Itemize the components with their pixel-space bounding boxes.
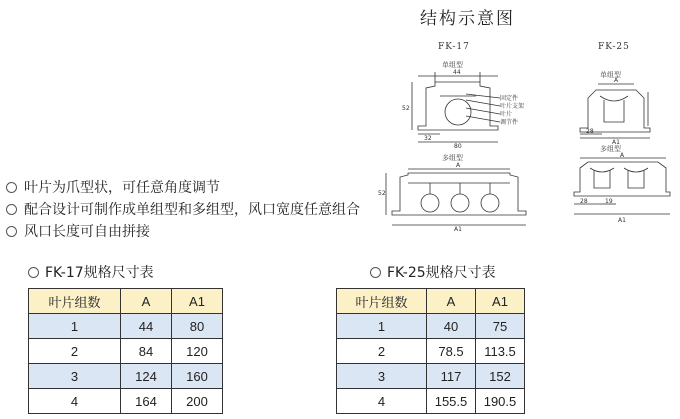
fk17-label: FK-17 (438, 42, 470, 52)
fk17-callout-1: 固定件 (500, 95, 519, 102)
fk17-callout-3: 叶片 (500, 111, 513, 118)
table-cell: 1 (29, 314, 121, 339)
fk17-dim-left: 32 (424, 135, 432, 142)
table-cell: 75 (476, 314, 525, 339)
fk25-multi-dim-mid: 19 (605, 198, 613, 205)
fk17-multi-dim-bottom: A1 (454, 226, 462, 233)
table-cell: 4 (337, 389, 427, 414)
table-cell: 160 (172, 364, 223, 389)
table-cell: 152 (476, 364, 525, 389)
feature-text: 配合设计可制作成单组型和多组型，风口宽度任意组合 (24, 202, 360, 218)
table-cell: 113.5 (476, 339, 525, 364)
table-cell: 117 (427, 364, 476, 389)
fk25-dim-top: A (614, 77, 619, 84)
table-row (337, 314, 525, 339)
table-cell: 4 (29, 389, 121, 414)
table-cell: 44 (121, 314, 172, 339)
feature-item (6, 198, 360, 220)
table-cell: 155.5 (427, 389, 476, 414)
fk17-multi-dim-height: 52 (378, 190, 386, 197)
fk17-single-diagram (400, 68, 525, 150)
table-cell: 3 (337, 364, 427, 389)
table-row (29, 389, 223, 414)
fk17-dim-bottom: 80 (454, 143, 462, 150)
table-row (29, 364, 223, 389)
fk25-multi-dim-top: A (620, 152, 625, 159)
table-cell: 1 (337, 314, 427, 339)
fk17-dim-top: 44 (453, 69, 461, 76)
fk17-multi-dim-top: A (456, 162, 461, 169)
fk25-multi-label: 多组型 (600, 145, 621, 153)
fk25-single-diagram (574, 78, 654, 144)
feature-text: 叶片为爪型状，可任意角度调节 (24, 180, 220, 196)
feature-text: 风口长度可自由拼接 (24, 224, 150, 240)
fk25-spec-table (336, 288, 525, 414)
feature-list (6, 176, 360, 242)
table-row (337, 339, 525, 364)
header-cell: A (427, 289, 476, 314)
fk17-table-title: FK-17规格尺寸表 (28, 262, 154, 282)
fk17-multi-label: 多组型 (442, 154, 463, 162)
fk25-dim-left: 28 (586, 128, 594, 135)
table-cell: 80 (172, 314, 223, 339)
header-cell: 叶片组数 (337, 289, 427, 314)
fk17-dim-height: 52 (402, 105, 410, 112)
header-cell: A1 (476, 289, 525, 314)
bullet-circle-icon (6, 182, 17, 193)
table-cell: 200 (172, 389, 223, 414)
table-cell: 120 (172, 339, 223, 364)
table-row (29, 314, 223, 339)
fk25-dim-bottom: A1 (612, 139, 620, 146)
fk25-multi-dim-left: 28 (580, 198, 588, 205)
table-cell: 40 (427, 314, 476, 339)
table-row (29, 339, 223, 364)
table-row (337, 364, 525, 389)
table-header-row (337, 289, 525, 314)
table-cell: 3 (29, 364, 121, 389)
page-title: 结构示意图 (420, 9, 515, 29)
fk17-single-label: 单组型 (442, 61, 463, 69)
fk17-callout-4: 调节件 (500, 119, 519, 126)
header-cell: 叶片组数 (29, 289, 121, 314)
fk17-multi-diagram (378, 163, 528, 233)
bullet-circle-icon (370, 267, 381, 278)
header-cell: A (121, 289, 172, 314)
table-cell: 164 (121, 389, 172, 414)
table-header-row (29, 289, 223, 314)
bullet-circle-icon (6, 204, 17, 215)
fk25-label: FK-25 (598, 42, 630, 52)
bullet-circle-icon (28, 267, 39, 278)
fk25-table-title: FK-25规格尺寸表 (370, 262, 496, 282)
feature-item (6, 220, 360, 242)
header-cell: A1 (172, 289, 223, 314)
fk17-spec-table (28, 288, 223, 414)
table-cell: 84 (121, 339, 172, 364)
table-row (337, 389, 525, 414)
feature-item (6, 176, 360, 198)
fk25-multi-dim-bottom: A1 (618, 217, 626, 224)
table-cell: 2 (337, 339, 427, 364)
fk25-multi-diagram (570, 154, 674, 232)
table-cell: 2 (29, 339, 121, 364)
table-cell: 124 (121, 364, 172, 389)
fk17-callout-2: 叶片支架 (500, 103, 525, 110)
fk25-single-label: 单组型 (600, 71, 621, 79)
bullet-circle-icon (6, 226, 17, 237)
table-cell: 190.5 (476, 389, 525, 414)
table-cell: 78.5 (427, 339, 476, 364)
